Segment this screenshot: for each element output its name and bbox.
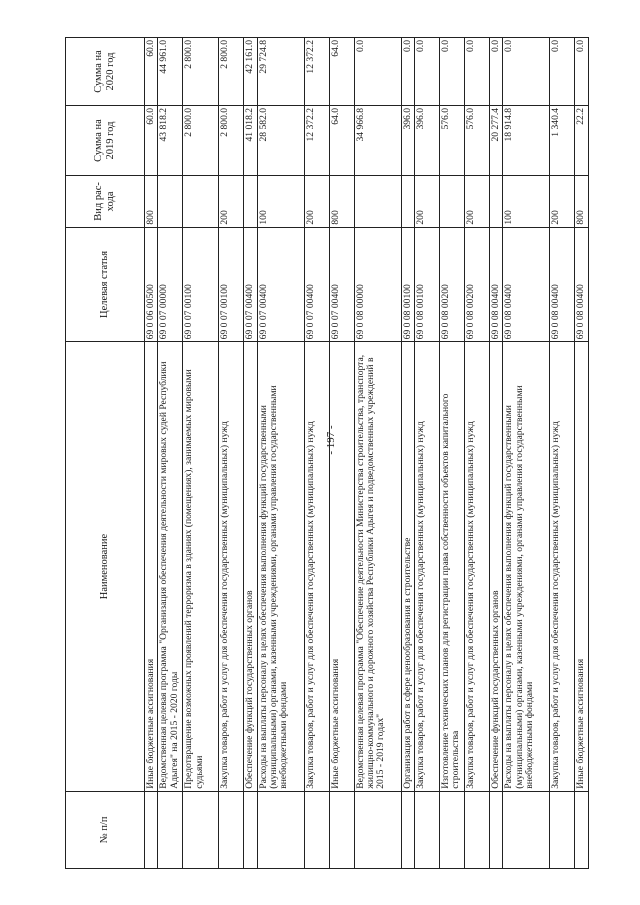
sum-2020-cell: 0.0 xyxy=(354,37,401,105)
page-number: - 197 - xyxy=(325,425,337,455)
exp-cell: 200 xyxy=(219,175,244,226)
target-cell: 69 0 07 00400 xyxy=(304,227,329,342)
name-cell: Ведомственная целевая программа "Обеспечение деятельности Министерства строительства, транспорта, жилищно-коммунального и дорожного хозяйства Республики Адыгея и подведомственных учреждений в 2015 - 2019 годах" xyxy=(354,341,401,790)
num-cell xyxy=(503,791,550,868)
table-row xyxy=(465,37,490,868)
sum-2019-cell: 34 966.8 xyxy=(354,105,401,175)
sum-2019-cell: 43 818.2 xyxy=(158,105,183,175)
name-cell: Иные бюджетные ассигнования xyxy=(329,341,354,790)
name-cell: Расходы на выплаты персоналу в целях обеспечения выполнения функций государственными (муниципальными) органами, казенными учреждениями, органами управления государственными внебюджетными фондами xyxy=(257,341,304,790)
table-body xyxy=(145,37,589,868)
exp-cell xyxy=(440,175,465,226)
num-cell xyxy=(440,791,465,868)
exp-cell xyxy=(183,175,219,226)
sum-2019-cell: 18 914.8 xyxy=(503,105,550,175)
name-cell: Обеспечение функций государственных органов xyxy=(490,341,503,790)
exp-cell: 800 xyxy=(575,175,588,226)
table-row xyxy=(354,37,401,868)
exp-cell: 800 xyxy=(329,175,354,226)
sum-2020-cell: 64.0 xyxy=(329,37,354,105)
exp-cell: 200 xyxy=(465,175,490,226)
sum-2020-cell: 2 800.0 xyxy=(219,37,244,105)
sum-2019-cell: 576.0 xyxy=(440,105,465,175)
exp-cell xyxy=(401,175,414,226)
target-cell: 69 0 08 00400 xyxy=(550,227,575,342)
num-cell xyxy=(244,791,257,868)
sum-2020-cell: 0.0 xyxy=(440,37,465,105)
num-cell xyxy=(415,791,440,868)
target-cell: 69 0 07 00100 xyxy=(183,227,219,342)
sum-2020-cell: 0.0 xyxy=(575,37,588,105)
table-row xyxy=(550,37,575,868)
sum-2020-cell: 2 800.0 xyxy=(183,37,219,105)
table-row xyxy=(490,37,503,868)
table-row xyxy=(145,37,158,868)
sum-2019-cell: 20 277.4 xyxy=(490,105,503,175)
name-cell: Закупка товаров, работ и услуг для обеспечения государственных (муниципальных) нужд xyxy=(550,341,575,790)
rotated-page xyxy=(65,37,587,869)
table-row xyxy=(401,37,414,868)
sum-2020-cell: 0.0 xyxy=(550,37,575,105)
sum-2020-cell: 0.0 xyxy=(415,37,440,105)
num-cell xyxy=(257,791,304,868)
exp-cell: 800 xyxy=(145,175,158,226)
table-row xyxy=(440,37,465,868)
header-2020: Сумма на 2020 год xyxy=(66,37,145,105)
sum-2019-cell: 64.0 xyxy=(329,105,354,175)
num-cell xyxy=(401,791,414,868)
table-row xyxy=(219,37,244,868)
sum-2019-cell: 2 800.0 xyxy=(219,105,244,175)
sum-2020-cell: 0.0 xyxy=(503,37,550,105)
sum-2019-cell: 2 800.0 xyxy=(183,105,219,175)
num-cell xyxy=(465,791,490,868)
target-cell: 69 0 08 00400 xyxy=(490,227,503,342)
target-cell: 69 0 08 00400 xyxy=(503,227,550,342)
name-cell: Изготовление технических планов для регистрации права собственности объектов капитального строительства xyxy=(440,341,465,790)
sum-2019-cell: 28 582.0 xyxy=(257,105,304,175)
name-cell: Ведомственная целевая программа "Организация обеспечения деятельности мировых судей Республики Адыгея" на 2015 - 2020 годы xyxy=(158,341,183,790)
sum-2019-cell: 1 340.4 xyxy=(550,105,575,175)
num-cell xyxy=(219,791,244,868)
name-cell: Иные бюджетные ассигнования xyxy=(575,341,588,790)
target-cell: 69 0 08 00200 xyxy=(440,227,465,342)
table-row xyxy=(304,37,329,868)
table-row xyxy=(244,37,257,868)
name-cell: Закупка товаров, работ и услуг для обеспечения государственных (муниципальных) нужд xyxy=(465,341,490,790)
sum-2019-cell: 60.0 xyxy=(145,105,158,175)
sum-2020-cell: 0.0 xyxy=(401,37,414,105)
header-num: № п/п xyxy=(66,791,145,868)
target-cell: 69 0 07 00400 xyxy=(257,227,304,342)
name-cell: Обеспечение функций государственных органов xyxy=(244,341,257,790)
num-cell xyxy=(145,791,158,868)
budget-table xyxy=(65,37,589,869)
name-cell: Закупка товаров, работ и услуг для обеспечения государственных (муниципальных) нужд xyxy=(304,341,329,790)
target-cell: 69 0 07 00000 xyxy=(158,227,183,342)
num-cell xyxy=(490,791,503,868)
sum-2020-cell: 60.0 xyxy=(145,37,158,105)
target-cell: 69 0 07 00100 xyxy=(219,227,244,342)
target-cell: 69 0 08 00100 xyxy=(415,227,440,342)
num-cell xyxy=(354,791,401,868)
name-cell: Организация работ в сфере ценообразования в строительстве xyxy=(401,341,414,790)
table-row xyxy=(183,37,219,868)
target-cell: 69 0 07 00400 xyxy=(329,227,354,342)
sum-2019-cell: 41 018.2 xyxy=(244,105,257,175)
exp-cell: 200 xyxy=(304,175,329,226)
exp-cell xyxy=(354,175,401,226)
exp-cell: 100 xyxy=(503,175,550,226)
target-cell: 69 0 08 00100 xyxy=(401,227,414,342)
header-target: Целевая статья xyxy=(66,227,145,342)
sum-2020-cell: 44 961.0 xyxy=(158,37,183,105)
num-cell xyxy=(575,791,588,868)
exp-cell: 100 xyxy=(257,175,304,226)
num-cell xyxy=(304,791,329,868)
table-row xyxy=(329,37,354,868)
sum-2019-cell: 396.0 xyxy=(415,105,440,175)
sum-2020-cell: 0.0 xyxy=(490,37,503,105)
sum-2019-cell: 12 372.2 xyxy=(304,105,329,175)
target-cell: 69 0 08 00200 xyxy=(465,227,490,342)
table-row xyxy=(575,37,588,868)
exp-cell: 200 xyxy=(550,175,575,226)
header-2019: Сумма на 2019 год xyxy=(66,105,145,175)
exp-cell xyxy=(244,175,257,226)
table-row xyxy=(257,37,304,868)
exp-cell xyxy=(490,175,503,226)
target-cell: 69 0 08 00000 xyxy=(354,227,401,342)
sum-2019-cell: 576.0 xyxy=(465,105,490,175)
name-cell: Предотвращение возможных проявлений терроризма в зданиях (помещениях), занимаемых мировыми судьями xyxy=(183,341,219,790)
num-cell xyxy=(183,791,219,868)
sum-2020-cell: 12 372.2 xyxy=(304,37,329,105)
name-cell: Закупка товаров, работ и услуг для обеспечения государственных (муниципальных) нужд xyxy=(415,341,440,790)
header-exp: Вид рас- хода xyxy=(66,175,145,226)
table-row xyxy=(415,37,440,868)
sum-2020-cell: 0.0 xyxy=(465,37,490,105)
num-cell xyxy=(550,791,575,868)
name-cell: Иные бюджетные ассигнования xyxy=(145,341,158,790)
sum-2019-cell: 22.2 xyxy=(575,105,588,175)
sum-2019-cell: 396.0 xyxy=(401,105,414,175)
sum-2020-cell: 42 161.0 xyxy=(244,37,257,105)
target-cell: 69 0 06 00500 xyxy=(145,227,158,342)
header-name: Наименование xyxy=(66,341,145,790)
num-cell xyxy=(158,791,183,868)
exp-cell xyxy=(158,175,183,226)
sum-2020-cell: 29 724.8 xyxy=(257,37,304,105)
target-cell: 69 0 07 00400 xyxy=(244,227,257,342)
name-cell: Расходы на выплаты персоналу в целях обеспечения выполнения функций государственными (муниципальными) органами, казенными учреждениями, органами управления государственными внебюджетными фондами xyxy=(503,341,550,790)
name-cell: Закупка товаров, работ и услуг для обеспечения государственных (муниципальных) нужд xyxy=(219,341,244,790)
target-cell: 69 0 08 00400 xyxy=(575,227,588,342)
table-row xyxy=(158,37,183,868)
exp-cell: 200 xyxy=(415,175,440,226)
table-row xyxy=(503,37,550,868)
num-cell xyxy=(329,791,354,868)
header-row xyxy=(66,37,145,868)
